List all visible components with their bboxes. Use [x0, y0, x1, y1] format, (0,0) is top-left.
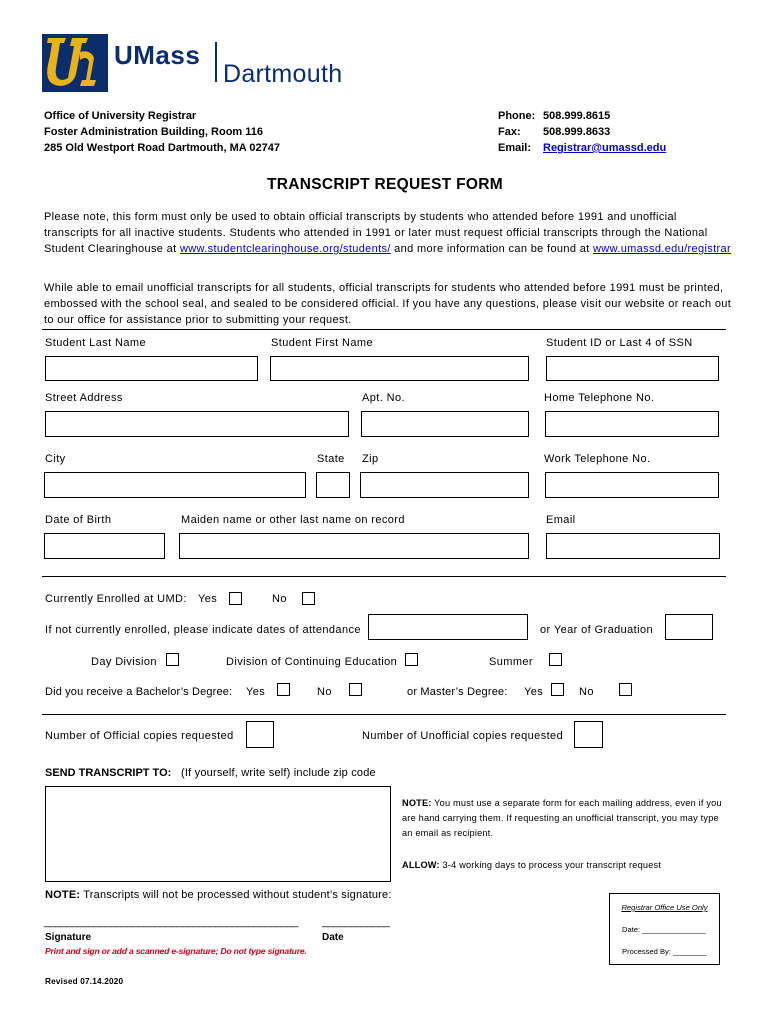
continuing-ed-checkbox[interactable]: [405, 653, 418, 666]
mailing-note-text: You must use a separate form for each mailing address, even if you are hand carrying them. If requesting an unofficial transcript, you may type an email as recipient.: [402, 798, 722, 838]
contact-values: [543, 108, 666, 156]
year-graduation-input[interactable]: [665, 614, 713, 640]
send-address-input[interactable]: [45, 786, 391, 882]
office-use-date: Date: _______________: [622, 925, 706, 934]
masters-yes-label: Yes: [524, 686, 544, 698]
signature-note: [45, 889, 392, 901]
send-transcript-hint: (If yourself, write self) include zip code: [181, 767, 376, 779]
office-use-box: [609, 893, 720, 965]
day-division-checkbox[interactable]: [166, 653, 179, 666]
send-transcript-label: SEND TRANSCRIPT TO:: [45, 767, 172, 779]
registrar-link[interactable]: www.umassd.edu/registrar: [593, 243, 732, 255]
dates-attendance-input[interactable]: [368, 614, 528, 640]
apt-input[interactable]: [361, 411, 529, 437]
city-input[interactable]: [44, 472, 306, 498]
continuing-ed-label: Division of Continuing Education: [226, 656, 398, 668]
bachelors-yes-checkbox[interactable]: [277, 683, 290, 696]
email-label: Email:: [498, 142, 532, 154]
enrolled-yes-checkbox[interactable]: [229, 592, 242, 605]
signature-note-label: NOTE:: [45, 889, 81, 901]
office-use-processed: Processed By: ________: [622, 947, 707, 956]
fax-value: 508.999.8633: [543, 126, 611, 138]
umass-seal-icon: [42, 34, 108, 92]
street-input[interactable]: [45, 411, 349, 437]
dob-label: Date of Birth: [45, 514, 112, 526]
email-field-label: Email: [546, 514, 576, 526]
mailing-note: [402, 796, 727, 841]
office-address: [44, 108, 280, 156]
masters-no-label: No: [579, 686, 594, 698]
state-input[interactable]: [316, 472, 350, 498]
signature-note-text: Transcripts will not be processed without student’s signature:: [80, 889, 392, 901]
fax-label: Fax:: [498, 126, 521, 138]
zip-label: Zip: [362, 453, 379, 465]
masters-yes-checkbox[interactable]: [551, 683, 564, 696]
maiden-name-label: Maiden name or other last name on record: [181, 514, 405, 526]
enrolled-yes-label: Yes: [198, 593, 218, 605]
day-division-label: Day Division: [91, 656, 157, 668]
email-input[interactable]: [546, 533, 720, 559]
student-id-input[interactable]: [546, 356, 719, 381]
state-label: State: [317, 453, 345, 465]
email-link[interactable]: Registrar@umassd.edu: [543, 142, 667, 154]
office-use-title: Registrar Office Use Only: [621, 903, 708, 912]
zip-input[interactable]: [360, 472, 529, 498]
official-copies-input[interactable]: [246, 721, 274, 748]
official-copies-label: Number of Official copies requested: [45, 730, 234, 742]
allow-note-text: 3-4 working days to process your transcript request: [439, 860, 662, 870]
masters-no-checkbox[interactable]: [619, 683, 632, 696]
logo-divider: [215, 42, 217, 82]
last-name-label: Student Last Name: [45, 337, 146, 349]
logo-brand: UMass: [114, 40, 201, 70]
divider-enrollment: [42, 576, 726, 577]
enrolled-no-checkbox[interactable]: [302, 592, 315, 605]
year-graduation-label: or Year of Graduation: [540, 624, 653, 636]
home-phone-label: Home Telephone No.: [544, 392, 655, 404]
intro-paragraph-1: [44, 209, 734, 257]
umass-logo: [42, 34, 372, 92]
date-label: Date: [322, 932, 344, 943]
maiden-name-input[interactable]: [179, 533, 529, 559]
masters-label: or Master’s Degree:: [407, 686, 508, 698]
signature-label: Signature: [45, 932, 92, 943]
form-title: TRANSCRIPT REQUEST FORM: [267, 176, 503, 193]
office-line-1: Office of University Registrar: [44, 110, 197, 122]
phone-label: Phone:: [498, 110, 536, 122]
signature-line[interactable]: ______________________________________________: [44, 916, 298, 928]
date-line[interactable]: ____________: [322, 916, 390, 928]
work-phone-input[interactable]: [545, 472, 719, 498]
enrolled-no-label: No: [272, 593, 287, 605]
signature-instruction: Print and sign or add a scanned e-signature; Do not type signature.: [45, 946, 307, 956]
mailing-note-label: NOTE:: [402, 798, 432, 808]
logo-campus: Dartmouth: [223, 60, 343, 88]
last-name-input[interactable]: [45, 356, 258, 381]
allow-note: [402, 858, 732, 873]
bachelors-no-label: No: [317, 686, 332, 698]
dates-attendance-label: If not currently enrolled, please indicate dates of attendance: [45, 624, 361, 636]
summer-checkbox[interactable]: [549, 653, 562, 666]
contact-labels: [498, 108, 535, 156]
intro-text-b: and more information can be found at: [390, 243, 594, 255]
first-name-input[interactable]: [270, 356, 529, 381]
work-phone-label: Work Telephone No.: [544, 453, 651, 465]
currently-enrolled-label: Currently Enrolled at UMD:: [45, 593, 187, 605]
unofficial-copies-input[interactable]: [574, 721, 603, 748]
clearinghouse-link[interactable]: www.studentclearinghouse.org/students/: [179, 243, 391, 255]
bachelors-yes-label: Yes: [246, 686, 266, 698]
phone-value: 508.999.8615: [543, 110, 611, 122]
unofficial-copies-label: Number of Unofficial copies requested: [362, 730, 564, 742]
intro-paragraph-2: While able to email unofficial transcripts for all students, official transcripts for students who attended before 1991 must be printed, embossed with the school seal, and sealed to be considered official. If you have any questions, please visit our website or reach out to our office for assistance prior to submitting your request.: [44, 282, 732, 326]
student-id-label: Student ID or Last 4 of SSN: [546, 337, 693, 349]
revised-date: Revised 07.14.2020: [45, 977, 124, 986]
first-name-label: Student First Name: [271, 337, 373, 349]
intro-text-a: Please note, this form must only be used to obtain official transcripts by students who attended before 1991 and unofficial transcripts for all inactive students. Students who attended in 1991 or later must request official transcripts through the National Student Clearinghouse at: [44, 211, 708, 255]
office-line-2: Foster Administration Building, Room 116: [44, 126, 264, 138]
apt-label: Apt. No.: [362, 392, 405, 404]
divider-copies: [42, 714, 726, 715]
bachelors-label: Did you receive a Bachelor’s Degree:: [45, 686, 233, 698]
dob-input[interactable]: [44, 533, 165, 559]
home-phone-input[interactable]: [545, 411, 719, 437]
bachelors-no-checkbox[interactable]: [349, 683, 362, 696]
allow-note-label: ALLOW:: [402, 860, 440, 870]
city-label: City: [45, 453, 66, 465]
summer-label: Summer: [489, 656, 533, 668]
street-label: Street Address: [45, 392, 123, 404]
divider-top: [42, 329, 726, 330]
office-line-3: 285 Old Westport Road Dartmouth, MA 02747: [44, 142, 280, 154]
